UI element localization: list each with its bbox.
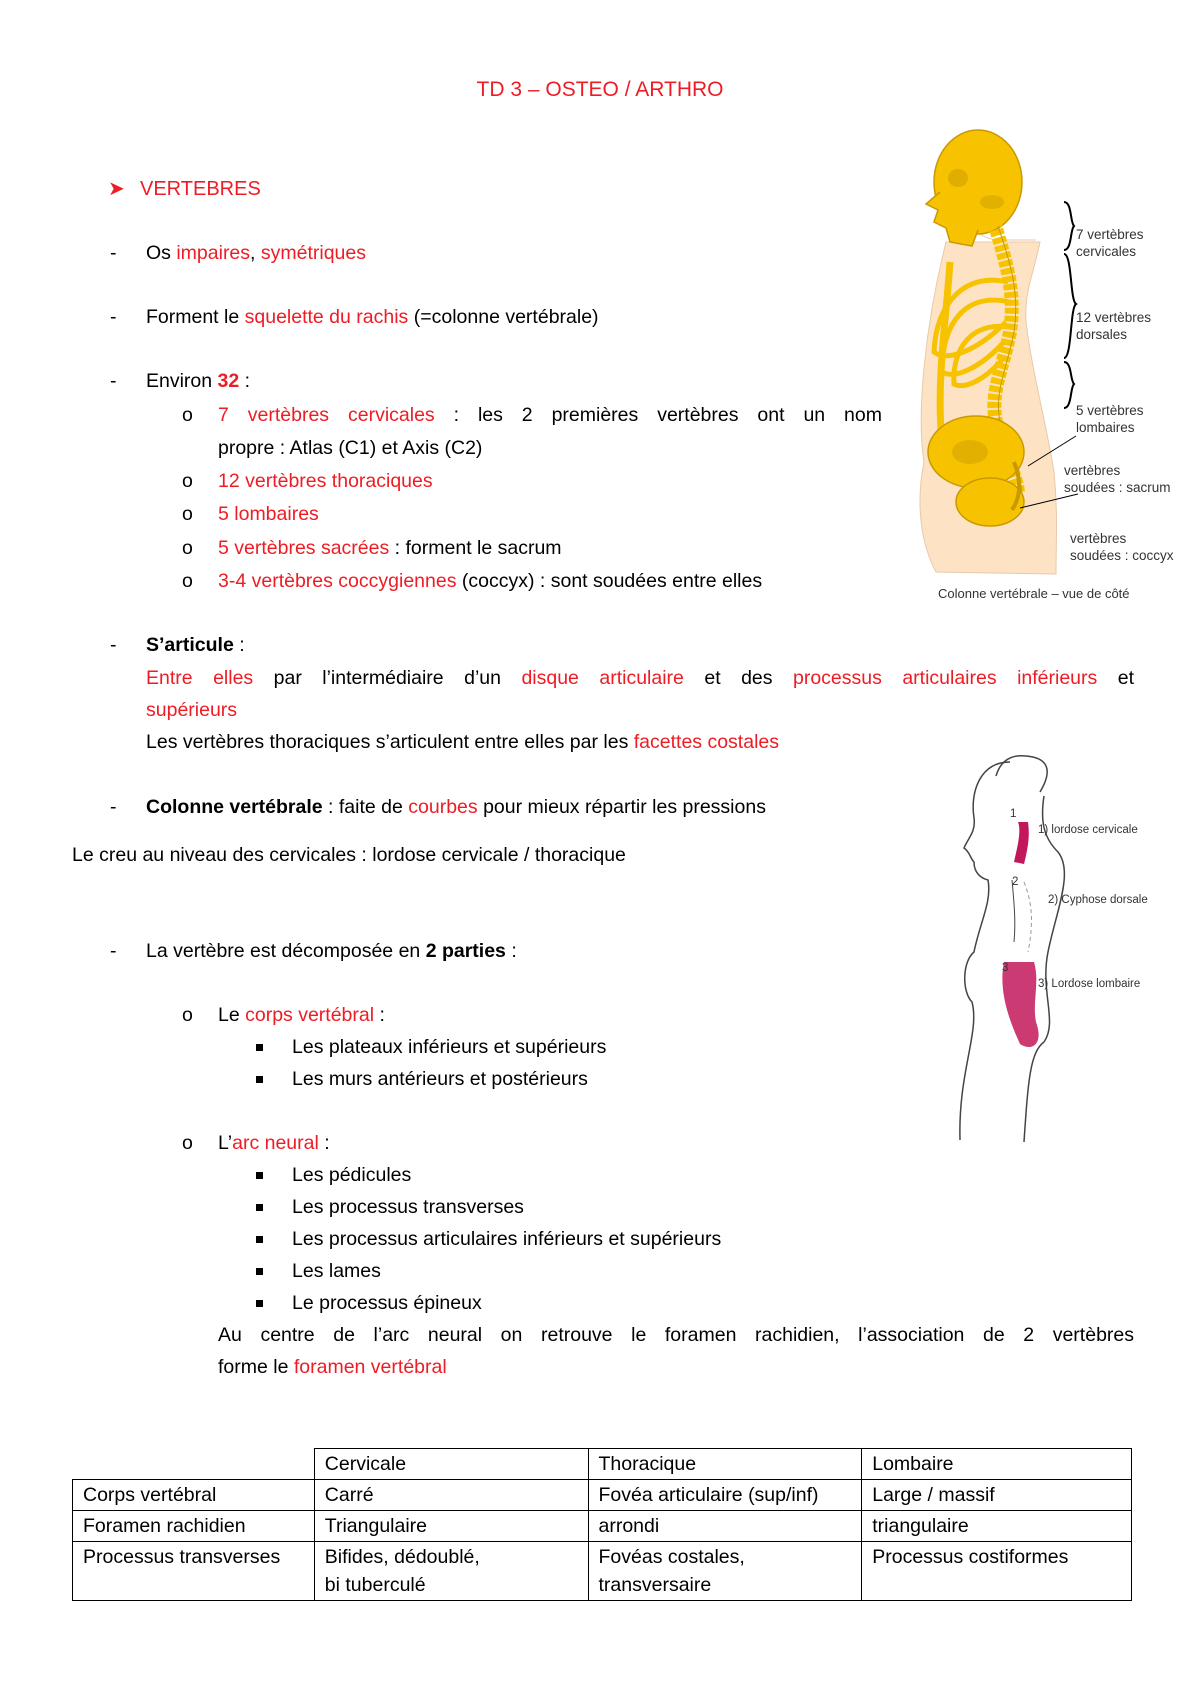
figure1-label	[1076, 402, 1144, 436]
word: l’intermédiaire	[322, 667, 444, 689]
table-cell: triangulaire	[862, 1511, 1132, 1542]
curve-label: 2) Cyphose dorsale	[1048, 894, 1148, 906]
label: lombaires	[1076, 420, 1135, 435]
label: 5 vertèbres	[1076, 403, 1144, 418]
text: L’	[218, 1132, 233, 1154]
highlight: 5 vertèbres sacrées	[218, 537, 390, 559]
word: disque	[521, 667, 579, 689]
highlight: supérieurs	[146, 699, 238, 721]
word: articulaire	[599, 667, 684, 689]
list-item: Les lames	[292, 1260, 381, 1282]
word: Entre	[146, 667, 193, 689]
table-cell: Triangulaire	[314, 1511, 588, 1542]
section-heading	[108, 176, 261, 201]
square-bullet-icon	[256, 1076, 263, 1083]
square-bullet-icon	[256, 1300, 263, 1307]
sub-item	[218, 570, 762, 593]
curve-number: 1	[1010, 808, 1017, 820]
bold-term: Colonne vertébrale	[146, 796, 323, 818]
text: pour mieux répartir les pressions	[477, 796, 766, 818]
text: :	[233, 634, 245, 656]
paragraph-line	[146, 731, 779, 754]
figure1-label	[1064, 462, 1171, 496]
table-row	[73, 1542, 1132, 1601]
row-header: Foramen rachidien	[73, 1511, 315, 1542]
list-item: Les processus transverses	[292, 1196, 524, 1218]
highlight: foramen vertébral	[293, 1356, 447, 1378]
row-header: Processus transverses	[73, 1542, 315, 1601]
word: inférieurs	[1017, 667, 1098, 689]
list-item	[146, 634, 245, 657]
list-item	[146, 242, 366, 265]
text: :	[239, 370, 251, 392]
word: processus	[792, 667, 882, 689]
highlight: courbes	[408, 796, 478, 818]
word: et	[1117, 667, 1134, 689]
label: soudées : coccyx	[1070, 548, 1174, 563]
highlight: squelette du rachis	[244, 306, 409, 328]
list-item: Les pédicules	[292, 1164, 412, 1186]
bullet: o	[182, 570, 193, 592]
highlight: 5 lombaires	[218, 503, 319, 525]
label: vertèbres	[1070, 531, 1127, 546]
text: forme le	[218, 1356, 294, 1378]
figure1-label	[1076, 226, 1144, 260]
label: cervicales	[1076, 244, 1137, 259]
bold-term: 2 parties	[425, 940, 506, 962]
text: : faite de	[322, 796, 409, 818]
arrow-icon: ➤	[108, 178, 125, 200]
figure1-label	[1070, 530, 1174, 564]
sub-item	[218, 404, 882, 427]
bullet: o	[182, 537, 193, 559]
label: vertèbres	[1064, 463, 1121, 478]
table-corner	[73, 1449, 315, 1480]
text: ,	[250, 242, 261, 264]
table-cell: arrondi	[588, 1511, 862, 1542]
list-item: Les processus articulaires inférieurs et supérieurs	[292, 1228, 722, 1250]
highlight: 12 vertèbres thoraciques	[218, 470, 433, 492]
justified-line	[146, 667, 1134, 690]
figure1-caption: Colonne vertébrale – vue de côté	[938, 586, 1130, 601]
table-row	[73, 1511, 1132, 1542]
list-dash: -	[110, 634, 117, 656]
highlight: facettes costales	[633, 731, 779, 753]
text: Environ	[146, 370, 218, 392]
paragraph-line	[218, 1356, 447, 1379]
list-item: Le processus épineux	[292, 1292, 482, 1314]
text: :	[374, 1004, 385, 1026]
table-cell: Processus costiformes	[862, 1542, 1132, 1601]
highlight: 3-4 vertèbres coccygiennes	[218, 570, 457, 592]
list-dash: -	[110, 242, 117, 264]
table-cell: Bifides, dédoublé, bi tuberculé	[314, 1542, 588, 1601]
sub-item	[218, 1004, 385, 1027]
page-title: TD 3 – OSTEO / ARTHRO	[476, 78, 724, 101]
list-dash: -	[110, 940, 117, 962]
curve-number: 2	[1012, 876, 1019, 888]
comparison-table	[72, 1448, 1132, 1601]
label: dorsales	[1076, 327, 1128, 342]
table-header-row	[73, 1449, 1132, 1480]
text: Os	[146, 242, 177, 264]
word: des	[741, 667, 773, 689]
list-item	[146, 306, 599, 329]
column-header: Lombaire	[862, 1449, 1132, 1480]
bullet: o	[182, 470, 193, 492]
word: elles	[213, 667, 254, 689]
sub-item-continuation: propre : Atlas (C1) et Axis (C2)	[218, 437, 483, 459]
text: La vertèbre est décomposée en	[146, 940, 426, 962]
curve-label: 3) Lordose lombaire	[1038, 978, 1141, 990]
list-item: Les murs antérieurs et postérieurs	[292, 1068, 588, 1090]
sub-item	[218, 470, 433, 493]
highlight: 7 vertèbres cervicales	[218, 404, 435, 426]
text: Forment le	[146, 306, 245, 328]
table-cell: Carré	[314, 1480, 588, 1511]
bold-term: S’articule	[146, 634, 234, 656]
table-row	[73, 1480, 1132, 1511]
word: articulaires	[902, 667, 997, 689]
sub-item	[218, 537, 562, 560]
table-cell: Large / massif	[862, 1480, 1132, 1511]
highlight: impaires	[176, 242, 251, 264]
figure1-label	[1076, 309, 1151, 343]
word: par	[273, 667, 302, 689]
table-cell: Fovéa articulaire (sup/inf)	[588, 1480, 862, 1511]
list-dash: -	[110, 306, 117, 328]
square-bullet-icon	[256, 1172, 263, 1179]
section-title: VERTEBRES	[140, 178, 261, 200]
list-item	[146, 370, 250, 393]
text: Les vertèbres thoraciques s’articulent entre elles par les	[146, 731, 634, 753]
text: :	[505, 940, 517, 962]
text: (=colonne vertébrale)	[408, 306, 599, 328]
note-line: Le creu au niveau des cervicales : lordose cervicale / thoracique	[72, 844, 626, 866]
word: et	[704, 667, 721, 689]
text: : forment le sacrum	[389, 537, 562, 559]
bullet: o	[182, 1004, 193, 1026]
highlight: arc neural	[232, 1132, 319, 1154]
word: d’un	[464, 667, 501, 689]
row-header: Corps vertébral	[73, 1480, 315, 1511]
column-header: Thoracique	[588, 1449, 862, 1480]
bullet: o	[182, 503, 193, 525]
column-header: Cervicale	[314, 1449, 588, 1480]
list-dash: -	[110, 370, 117, 392]
sub-item	[218, 1132, 330, 1155]
highlight: 32	[217, 370, 240, 392]
table-cell: Fovéas costales, transversaire	[588, 1542, 862, 1601]
bullet: o	[182, 404, 193, 426]
label: 12 vertèbres	[1076, 310, 1152, 325]
highlight: symétriques	[260, 242, 366, 264]
curve-number: 3	[1002, 962, 1009, 974]
highlight: corps vertébral	[245, 1004, 375, 1026]
curve-label: 1) lordose cervicale	[1038, 824, 1138, 836]
square-bullet-icon	[256, 1044, 263, 1051]
spinal-curves-figure	[940, 752, 1160, 1144]
text: (coccyx) : sont soudées entre elles	[456, 570, 763, 592]
list-item	[146, 796, 766, 819]
list-item: Les plateaux inférieurs et supérieurs	[292, 1036, 607, 1058]
paragraph-line: Au centre de l’arc neural on retrouve le foramen rachidien, l’association de 2 vertèbres	[218, 1324, 1134, 1346]
label: 7 vertèbres	[1076, 227, 1144, 242]
label: soudées : sacrum	[1064, 480, 1171, 495]
sub-item	[218, 503, 319, 526]
square-bullet-icon	[256, 1236, 263, 1243]
list-item	[146, 940, 517, 963]
square-bullet-icon	[256, 1204, 263, 1211]
square-bullet-icon	[256, 1268, 263, 1275]
text: :	[318, 1132, 330, 1154]
bullet: o	[182, 1132, 193, 1154]
text: Le	[218, 1004, 246, 1026]
text: : les 2 premières vertèbres ont un nom	[434, 404, 882, 426]
list-dash: -	[110, 796, 117, 818]
